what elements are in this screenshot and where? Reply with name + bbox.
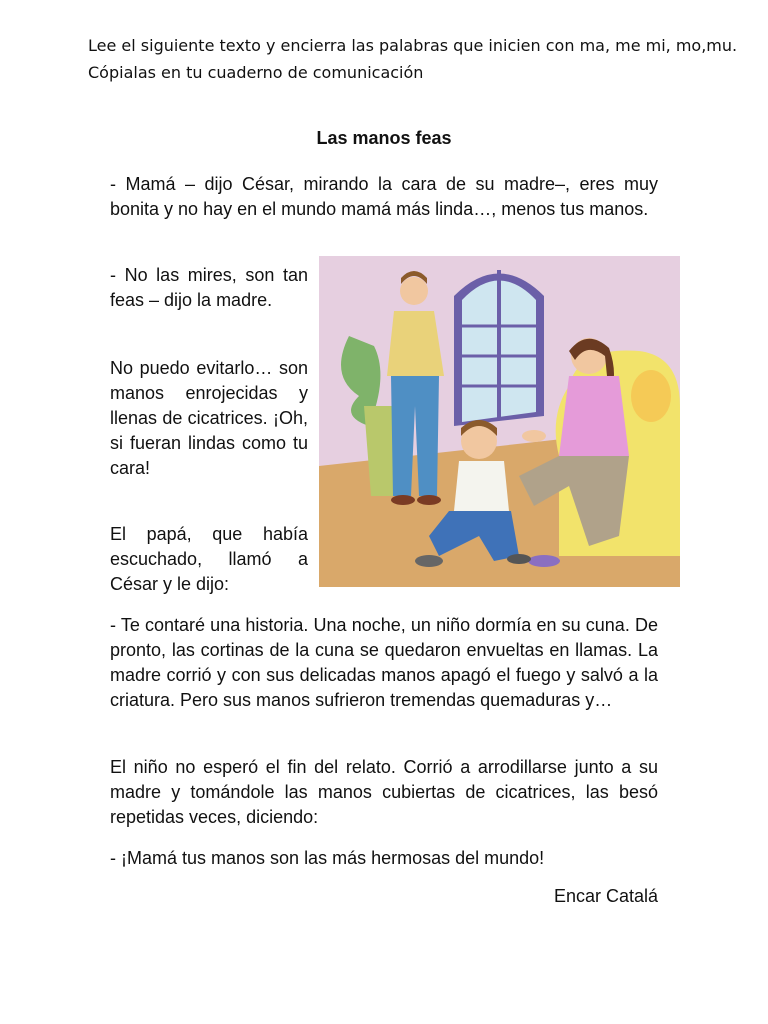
window bbox=[454, 270, 544, 426]
story-paragraph: - Te contaré una historia. Una noche, un niño dormía en su cuna. De pronto, las cortinas de la cuna se quedaron envueltas en llamas. La madre corrió y con sus delicadas manos apagó el fuego y salvó a la criatura. Pero sus manos sufrieron tremendas quemaduras y… bbox=[110, 615, 658, 710]
story-paragraph: - ¡Mamá tus manos son las más hermosas del mundo! bbox=[110, 848, 545, 868]
story-title: Las manos feas bbox=[316, 128, 452, 148]
story-paragraph: El papá, que había escuchado, llamó a César y le dijo: bbox=[110, 524, 308, 594]
family-illustration bbox=[319, 256, 680, 587]
story-paragraph: El niño no esperó el fin del relato. Corrió a arrodillarse junto a su madre y tomándole las manos cubiertas de cicatrices, las besó repetidas veces, diciendo: bbox=[110, 757, 658, 827]
story-paragraph: - Mamá – dijo César, mirando la cara de su madre–, eres muy bonita y no hay en el mundo mamá más linda…, menos tus manos. bbox=[110, 174, 658, 219]
story-author: Encar Catalá bbox=[553, 886, 658, 906]
story-paragraph: - No las mires, son tan feas – dijo la madre. bbox=[110, 265, 308, 310]
instructions-text: Lee el siguiente texto y encierra las palabras que inicien con ma, me mi, mo,mu. Cópialas en tu cuaderno de comunicación bbox=[88, 36, 738, 82]
story-paragraph: No puedo evitarlo… son manos enrojecidas y llenas de cicatrices. ¡Oh, si fueran lindas como tu cara! bbox=[110, 358, 308, 478]
